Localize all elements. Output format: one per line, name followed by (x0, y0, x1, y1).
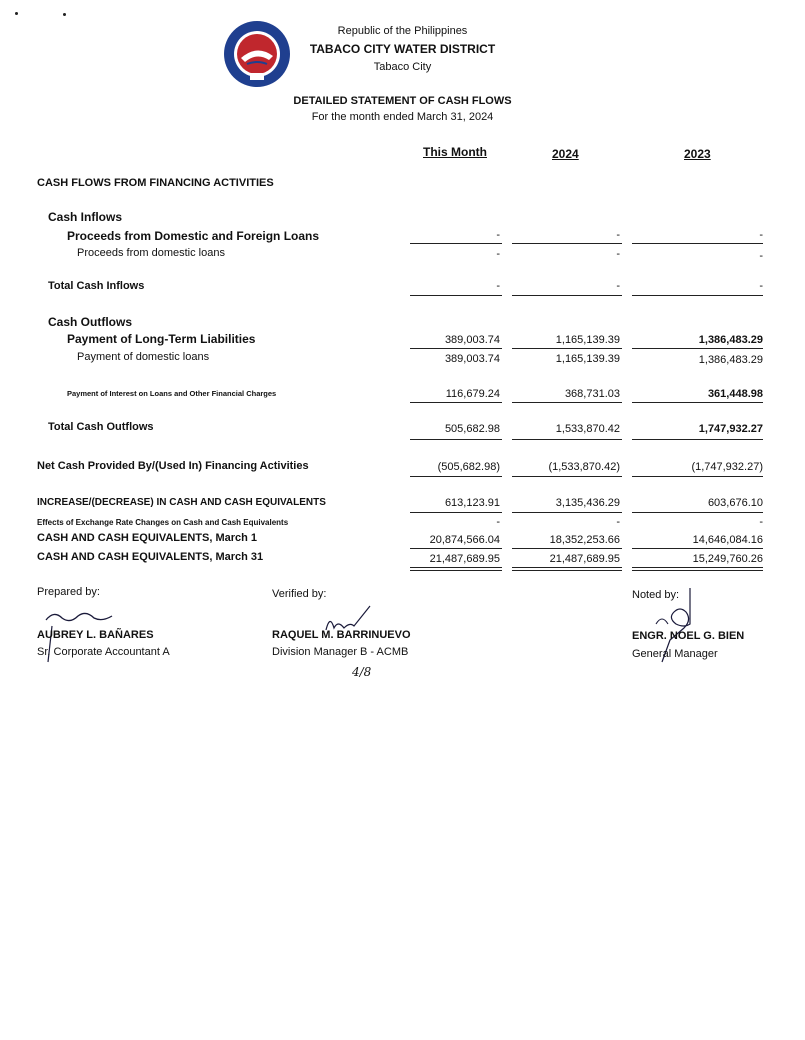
total-outflows-label: Total Cash Outflows (48, 421, 154, 433)
rule (632, 402, 763, 403)
prepared-by-title: Sr. Corporate Accountant A (37, 646, 170, 658)
inflows-subheading: Proceeds from Domestic and Foreign Loans (67, 229, 320, 243)
ending-balance-label: CASH AND CASH EQUIVALENTS, March 31 (37, 551, 264, 563)
double-rule (632, 570, 763, 571)
increase-2023: 603,676.10 (707, 497, 763, 509)
inflows-item-this-month: - (496, 248, 500, 260)
rule (410, 295, 502, 296)
prepared-by-name: AUBREY L. BAÑARES (37, 629, 154, 641)
beginning-balance-label: CASH AND CASH EQUIVALENTS, March 1 (37, 532, 258, 544)
increase-2024: 3,135,436.29 (555, 497, 620, 509)
interest-this-month: 116,679.24 (445, 388, 500, 400)
city-name: Tabaco City (373, 61, 432, 73)
rule (512, 439, 622, 440)
republic-line: Republic of the Philippines (337, 25, 468, 37)
inflows-item-label: Proceeds from domestic loans (77, 247, 225, 259)
rule (512, 402, 622, 403)
outflows-subheading: Payment of Long-Term Liabilities (67, 332, 256, 346)
organization-name: TABACO CITY WATER DISTRICT (309, 42, 496, 56)
column-header-2024: 2024 (552, 147, 579, 161)
rule (512, 295, 622, 296)
outflows-item-2023: 1,386,483.29 (698, 354, 763, 366)
prepared-by-label: Prepared by: (37, 586, 100, 598)
rule (632, 476, 763, 477)
rule (632, 348, 763, 349)
rule (512, 548, 622, 549)
outflows-sub-2023: 1,386,483.29 (698, 334, 763, 346)
interest-payment-label: Payment of Interest on Loans and Other Financial Charges (67, 389, 277, 398)
total-outflows-2024: 1,533,870.42 (555, 423, 620, 435)
rule (410, 512, 502, 513)
ending-balance-this-month: 21,487,689.95 (429, 553, 500, 565)
rule (632, 439, 763, 440)
scan-mark (15, 12, 18, 15)
total-inflows-2023: - (759, 280, 763, 292)
scan-mark (63, 13, 66, 16)
outflows-heading: Cash Outflows (48, 315, 133, 329)
rule (632, 243, 763, 244)
outflows-item-label: Payment of domestic loans (77, 351, 210, 363)
total-inflows-2024: - (616, 280, 620, 292)
inflows-item-2023: - (759, 250, 763, 262)
inflows-sub-2023: - (759, 229, 763, 241)
increase-label: INCREASE/(DECREASE) IN CASH AND CASH EQUIVALENTS (37, 497, 326, 508)
statement-period: For the month ended March 31, 2024 (311, 111, 494, 123)
net-cash-this-month: (505,682.98) (437, 461, 500, 473)
outflows-sub-this-month: 389,003.74 (444, 334, 500, 346)
outflows-item-2024: 1,165,139.39 (555, 353, 620, 365)
rule (632, 295, 763, 296)
noted-by-label: Noted by: (632, 589, 680, 601)
verified-by-title: Division Manager B - ACMB (272, 646, 409, 658)
fx-effects-label: Effects of Exchange Rate Changes on Cash and Cash Equivalents (37, 518, 289, 527)
fx-2024: - (616, 516, 620, 528)
total-outflows-this-month: 505,682.98 (444, 423, 500, 435)
inflows-item-2024: - (616, 248, 620, 260)
ending-balance-2024: 21,487,689.95 (549, 553, 620, 565)
fx-2023: - (759, 516, 763, 528)
rule (632, 567, 763, 568)
double-rule (512, 570, 622, 571)
rule (512, 348, 622, 349)
inflows-sub-this-month: - (496, 229, 500, 241)
rule (410, 567, 502, 568)
verified-date-note: 4/8 (352, 665, 372, 679)
rule (512, 476, 622, 477)
beginning-balance-2023: 14,646,084.16 (692, 534, 763, 546)
rule (410, 439, 502, 440)
noted-by-name: ENGR. NOEL G. BIEN (632, 630, 745, 642)
inflows-sub-2024: - (616, 229, 620, 241)
rule (410, 243, 502, 244)
rule (512, 567, 622, 568)
rule (410, 348, 502, 349)
rule (410, 548, 502, 549)
net-cash-2023: (1,747,932.27) (691, 461, 763, 473)
increase-this-month: 613,123.91 (444, 497, 500, 509)
statement-title: DETAILED STATEMENT OF CASH FLOWS (293, 95, 512, 107)
total-inflows-this-month: - (496, 280, 500, 292)
rule (632, 548, 763, 549)
double-rule (410, 570, 502, 571)
column-header-this-month: This Month (423, 145, 487, 159)
column-header-2023: 2023 (684, 147, 711, 161)
verified-by-label: Verified by: (272, 588, 327, 600)
net-cash-2024: (1,533,870.42) (548, 461, 620, 473)
fx-this-month: - (496, 516, 500, 528)
verified-by-name: RAQUEL M. BARRINUEVO (272, 629, 411, 641)
net-cash-label: Net Cash Provided By/(Used In) Financing Activities (37, 460, 309, 472)
rule (512, 243, 622, 244)
beginning-balance-2024: 18,352,253.66 (549, 534, 620, 546)
beginning-balance-this-month: 20,874,566.04 (429, 534, 500, 546)
ending-balance-2023: 15,249,760.26 (692, 553, 763, 565)
total-inflows-label: Total Cash Inflows (48, 280, 145, 292)
rule (512, 512, 622, 513)
outflows-item-this-month: 389,003.74 (444, 353, 500, 365)
noted-by-title: General Manager (632, 648, 718, 660)
section-heading: CASH FLOWS FROM FINANCING ACTIVITIES (37, 177, 274, 189)
outflows-sub-2024: 1,165,139.39 (555, 334, 620, 346)
rule (410, 476, 502, 477)
rule (410, 402, 502, 403)
interest-2024: 368,731.03 (564, 388, 620, 400)
inflows-heading: Cash Inflows (48, 210, 123, 224)
interest-2023: 361,448.98 (707, 388, 763, 400)
total-outflows-2023: 1,747,932.27 (698, 423, 763, 435)
rule (632, 512, 763, 513)
